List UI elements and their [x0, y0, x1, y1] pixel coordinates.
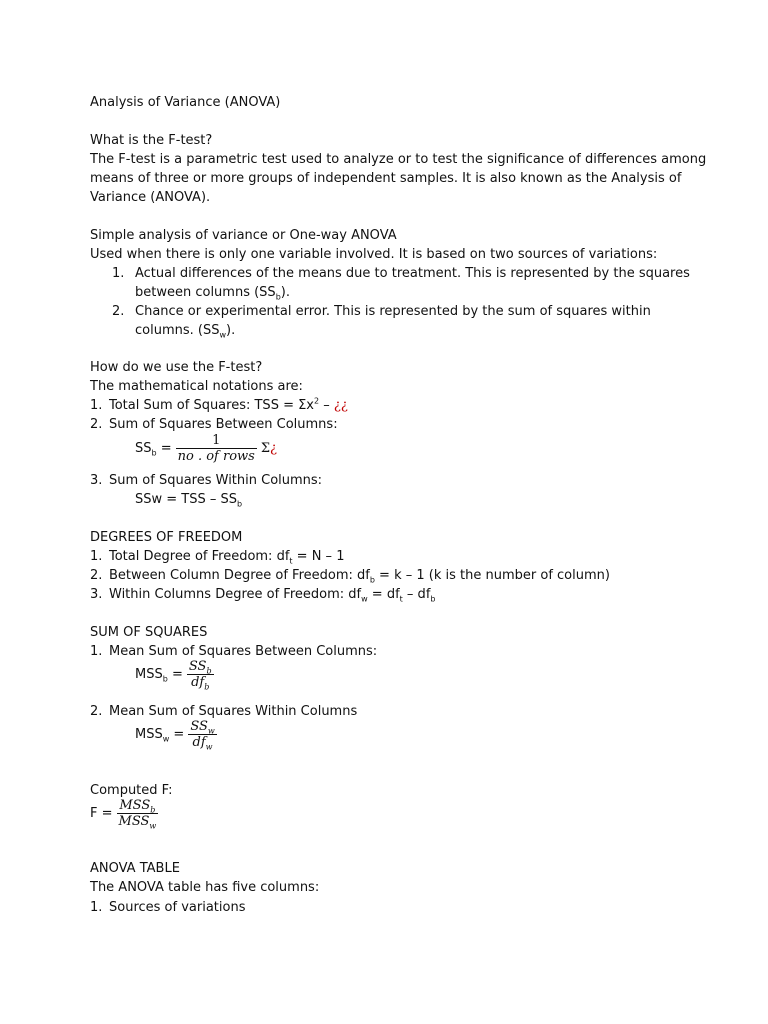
howto-heading: How do we use the F-test?	[90, 360, 263, 375]
list-item-text: 1. Sources of variations	[90, 900, 246, 915]
computed-f-heading: Computed F:	[90, 783, 173, 798]
list-item-text: 2. Sum of Squares Between Columns:	[90, 417, 338, 432]
dof-heading: DEGREES OF FREEDOM	[90, 530, 243, 545]
page-title: Analysis of Variance (ANOVA)	[90, 95, 281, 110]
list-item-text: Chance or experimental error. This is represented by the sum of squares within	[135, 304, 651, 319]
simple-anova-intro: Used when there is only one variable involved. It is based on two sources of variations:	[90, 247, 658, 262]
list-item-text: 2. Between Column Degree of Freedom: $df_b = k - 1$ (k is the number of column)	[90, 568, 610, 585]
ssw-formula: SSw = TSS – $SS_b$	[135, 492, 243, 509]
list-item-text: 1. Mean Sum of Squares Between Columns:	[90, 644, 378, 659]
ftest-paragraph-line: Variance (ANOVA).	[90, 190, 211, 205]
list-item-text: columns. $(SS_w)$.	[135, 323, 236, 340]
simple-anova-heading: Simple analysis of variance or One-way ANOVA	[90, 228, 397, 243]
list-item-text: between columns $(SS_b)$.	[135, 285, 290, 302]
ssb-formula: $SS_b$ = $\frac{1}{\text{no . of rows}}$ Σ ¿	[135, 433, 278, 464]
list-item-text: 1. Total Sum of Squares: TSS = $\Sigma x^2$ – ¿¿	[90, 396, 348, 413]
ftest-heading: What is the F-test?	[90, 133, 213, 148]
list-number: 1.	[112, 266, 125, 281]
list-number: 2.	[112, 304, 125, 319]
list-item-text: Actual differences of the means due to treatment. This is represented by the squares	[135, 266, 690, 281]
howto-intro: The mathematical notations are:	[90, 379, 303, 394]
list-item-text: 1. Total Degree of Freedom: $df_t = N - 1$	[90, 549, 345, 566]
list-item-text: 3. Within Columns Degree of Freedom: $df_w = df_t - df_b$	[90, 587, 436, 604]
list-item-text: 3. Sum of Squares Within Columns:	[90, 473, 323, 488]
mssw-formula: $MSS_w$ = $\frac{SS_w}{df_w}$	[135, 719, 215, 752]
ftest-paragraph-line: means of three or more groups of independent samples. It is also known as the Analysis of	[90, 171, 682, 186]
anova-table-intro: The ANOVA table has five columns:	[90, 880, 320, 895]
ftest-paragraph-line: The F-test is a parametric test used to analyze or to test the significance of differences among	[90, 152, 707, 167]
sos-heading: SUM OF SQUARES	[90, 625, 208, 640]
f-formula: F = $\frac{MSS_b}{MSS_w}$	[90, 798, 157, 831]
mssb-formula: $MSS_b$ = $\frac{SS_b}{df_b}$	[135, 659, 212, 692]
anova-table-heading: ANOVA TABLE	[90, 861, 180, 876]
list-item-text: 2. Mean Sum of Squares Within Columns	[90, 704, 358, 719]
